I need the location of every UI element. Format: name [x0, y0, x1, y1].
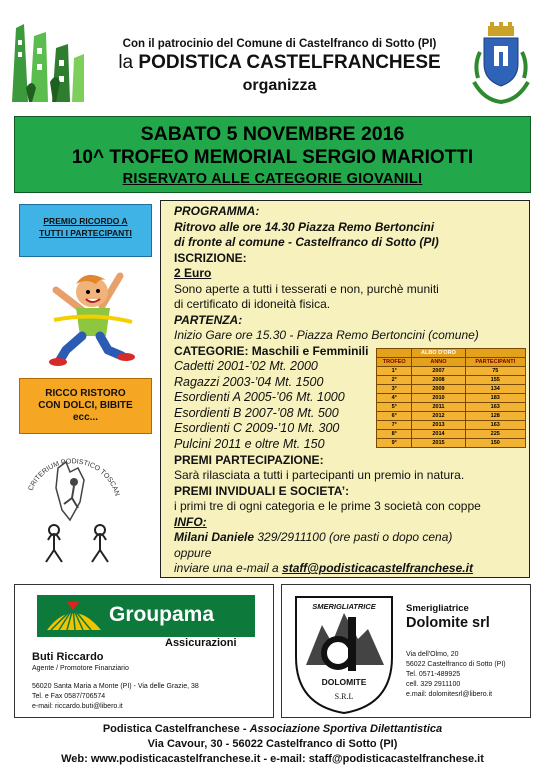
- albo-cell: 150: [465, 439, 525, 448]
- email-prefix: inviare una e-mail a: [174, 561, 283, 576]
- event-date: SABATO 5 NOVEMBRE 2016: [140, 123, 405, 145]
- dolomite-name: Dolomite srl: [406, 615, 490, 631]
- event-subtitle: RISERVATO ALLE CATEGORIE GIOVANILI: [122, 171, 423, 187]
- patronage-line: Con il patrocinio del Comune di Castelfranco di Sotto (PI): [122, 38, 437, 50]
- ristoro-line-2: CON DOLCI, BIBITE: [38, 400, 133, 411]
- albo-cell: 2010: [412, 394, 465, 403]
- premio-line-2: TUTTI I PARTECIPANTI: [39, 228, 132, 238]
- albo-cell: 1°: [377, 367, 412, 376]
- dolomite-tel: Tel. 0571-489925: [406, 671, 461, 678]
- albo-row: [377, 376, 526, 385]
- albo-cell: 5°: [377, 403, 412, 412]
- category-item: Cadetti 2001-’02 Mt. 2000: [174, 359, 318, 373]
- info-name: Milani Daniele: [174, 530, 255, 545]
- ristoro-line-1: RICCO RISTORO: [45, 388, 126, 399]
- oppure-text: oppure: [174, 545, 212, 560]
- albo-row: [377, 439, 526, 448]
- albo-cell: 8°: [377, 430, 412, 439]
- club-title: [92, 52, 467, 74]
- albo-row: [377, 421, 526, 430]
- albo-cell: 2008: [412, 376, 465, 385]
- partenza-title: PARTENZA:: [174, 312, 243, 327]
- albo-cell: 2014: [412, 430, 465, 439]
- partenza-text: Inizio Gare ore 15.30 - Piazza Remo Bertoncini (comune): [174, 328, 479, 342]
- premi-text: Sarà rilasciata a tutti i partecipanti un premio in natura.: [174, 468, 465, 483]
- premi-individuali-title: PREMI INVIDUALI E SOCIETA’:: [174, 483, 350, 498]
- club-prefix: la: [118, 52, 134, 73]
- dolomite-logo: [292, 591, 396, 715]
- albo-cell: 2011: [412, 403, 465, 412]
- ritrovo-line-1: Ritrovo alle ore 14.30 Piazza Remo Bertoncini: [174, 219, 435, 234]
- email-line: [174, 561, 529, 577]
- footer-address: Via Cavour, 30 - 56022 Castelfranco di Sotto (PI): [147, 738, 398, 750]
- dolomite-address-1: Via dell'Olmo, 20: [406, 651, 459, 658]
- info-contact: [174, 530, 529, 546]
- footer-club: Podistica Castelfranchese -: [102, 723, 250, 735]
- albo-header: TROFEO: [377, 358, 412, 367]
- agent-role: Agente / Promotore Finanziario: [32, 665, 129, 672]
- dolomite-contacts: [406, 650, 506, 700]
- albo-cell: 4°: [377, 394, 412, 403]
- program-title: PROGRAMMA:: [174, 204, 260, 218]
- dolomite-logo-top: SMERIGLIATRICE: [312, 602, 376, 611]
- footer-web[interactable]: Web: www.podisticacastelfranchese.it - e-mail: staff@podisticacastelfranchese.it: [61, 753, 484, 765]
- agent-contacts: [32, 682, 199, 712]
- albo-cell: 225: [465, 430, 525, 439]
- iscrizione-line-2: di certificato di idoneità fisica.: [174, 297, 331, 311]
- premio-box: [19, 204, 152, 257]
- ristoro-box: [19, 378, 152, 434]
- category-item: Pulcini 2011 e oltre Mt. 150: [174, 436, 325, 451]
- running-child-illustration: [44, 262, 136, 368]
- coat-of-arms-logo: [470, 22, 532, 104]
- sponsor-groupama: [14, 584, 274, 718]
- dolomite-email: e.mail: dolomitesrl@libero.it: [406, 691, 493, 698]
- footer-line-1: [0, 722, 545, 737]
- albo-cell: 155: [465, 376, 525, 385]
- albo-cell: 6°: [377, 412, 412, 421]
- category-item: Ragazzi 2003-’04 Mt. 1500: [174, 374, 324, 389]
- albo-cell: 163: [465, 421, 525, 430]
- albo-row: [377, 403, 526, 412]
- albo-row: [377, 430, 526, 439]
- albo-cell: 2°: [377, 376, 412, 385]
- info-phone: 329/2911100 (ore pasti o dopo cena): [254, 530, 453, 545]
- footer-asd: Associazione Sportiva Dilettantistica: [249, 723, 443, 735]
- iscrizione-line-1: Sono aperte a tutti i tesserati e non, purchè muniti: [174, 281, 439, 296]
- categorie-title: CATEGORIE: Maschili e Femminili: [174, 343, 369, 358]
- albo-cell: 2013: [412, 421, 465, 430]
- groupama-brand: Groupama: [109, 603, 215, 626]
- ritrovo-line-2: di fronte al comune - Castelfranco di Sotto (PI): [174, 235, 439, 249]
- dolomite-title: Smerigliatrice: [406, 603, 469, 614]
- event-title: 10^ TROFEO MEMORIAL SERGIO MARIOTTI: [71, 147, 474, 168]
- albo-header: ANNO: [412, 358, 465, 367]
- dolomite-logo-bottom: DOLOMITE: [321, 677, 367, 687]
- club-name: PODISTICA CASTELFRANCHESE: [138, 52, 441, 73]
- club-logo-left: [6, 18, 88, 106]
- albo-title: ALBO D'ORO: [412, 349, 465, 358]
- premio-line-1: PREMIO RICORDO A: [43, 216, 128, 226]
- event-banner: [14, 116, 531, 193]
- email-link[interactable]: staff@podisticacastelfranchese.it: [282, 561, 473, 576]
- ristoro-line-3: ecc...: [72, 412, 99, 423]
- albo-cell: 2007: [412, 367, 465, 376]
- info-title: INFO:: [174, 514, 207, 529]
- criterium-text: CRITERIUM PODISTICO TOSCAN: [27, 458, 121, 497]
- albo-row: [377, 412, 526, 421]
- agent-address: 56020 Santa Maria a Monte (PI) - Via delle Grazie, 38: [32, 683, 199, 690]
- dolomite-logo-srl: S.R.L: [334, 692, 354, 701]
- albo-row: [377, 367, 526, 376]
- criterium-logo: [18, 440, 128, 578]
- dolomite-cell: cell. 329 2911100: [406, 681, 461, 688]
- premi-individuali-text: i primi tre di ogni categoria e le prime 3 società con coppe: [174, 499, 481, 514]
- albo-cell: 7°: [377, 421, 412, 430]
- agent-name: Buti Riccardo: [32, 651, 104, 663]
- albo-cell: 128: [465, 412, 525, 421]
- iscrizione-title: ISCRIZIONE:: [174, 250, 247, 265]
- iscrizione-price: 2 Euro: [174, 266, 212, 280]
- albo-cell: 2012: [412, 412, 465, 421]
- category-item: Esordienti A 2005-’06 Mt. 1000: [174, 390, 345, 405]
- albo-cell: 75: [465, 367, 525, 376]
- albo-cell: 2015: [412, 439, 465, 448]
- agent-tel: Tel. e Fax 0587/706574: [32, 693, 106, 700]
- groupama-assicurazioni: Assicurazioni: [165, 637, 237, 649]
- albo-doro-table: [376, 348, 526, 448]
- footer: [0, 722, 545, 767]
- albo-cell: 163: [465, 403, 525, 412]
- organizza-line: organizza: [242, 77, 317, 94]
- dolomite-address-2: 56022 Castelfranco di Sotto (PI): [406, 661, 506, 668]
- albo-row: [377, 385, 526, 394]
- albo-header: PARTECIPANTI: [465, 358, 525, 367]
- category-item: Esordienti C 2009-’10 Mt. 300: [174, 421, 340, 436]
- albo-cell: 3°: [377, 385, 412, 394]
- agent-email: e-mail: riccardo.buti@libero.it: [32, 703, 123, 710]
- groupama-logo: [37, 595, 255, 637]
- albo-cell: 134: [465, 385, 525, 394]
- albo-cell: 9°: [377, 439, 412, 448]
- premi-title: PREMI PARTECIPAZIONE:: [174, 452, 324, 467]
- sponsor-dolomite: [281, 584, 531, 718]
- category-item: Esordienti B 2007-’08 Mt. 500: [174, 405, 339, 420]
- albo-cell: 183: [465, 394, 525, 403]
- albo-cell: 2009: [412, 385, 465, 394]
- albo-row: [377, 394, 526, 403]
